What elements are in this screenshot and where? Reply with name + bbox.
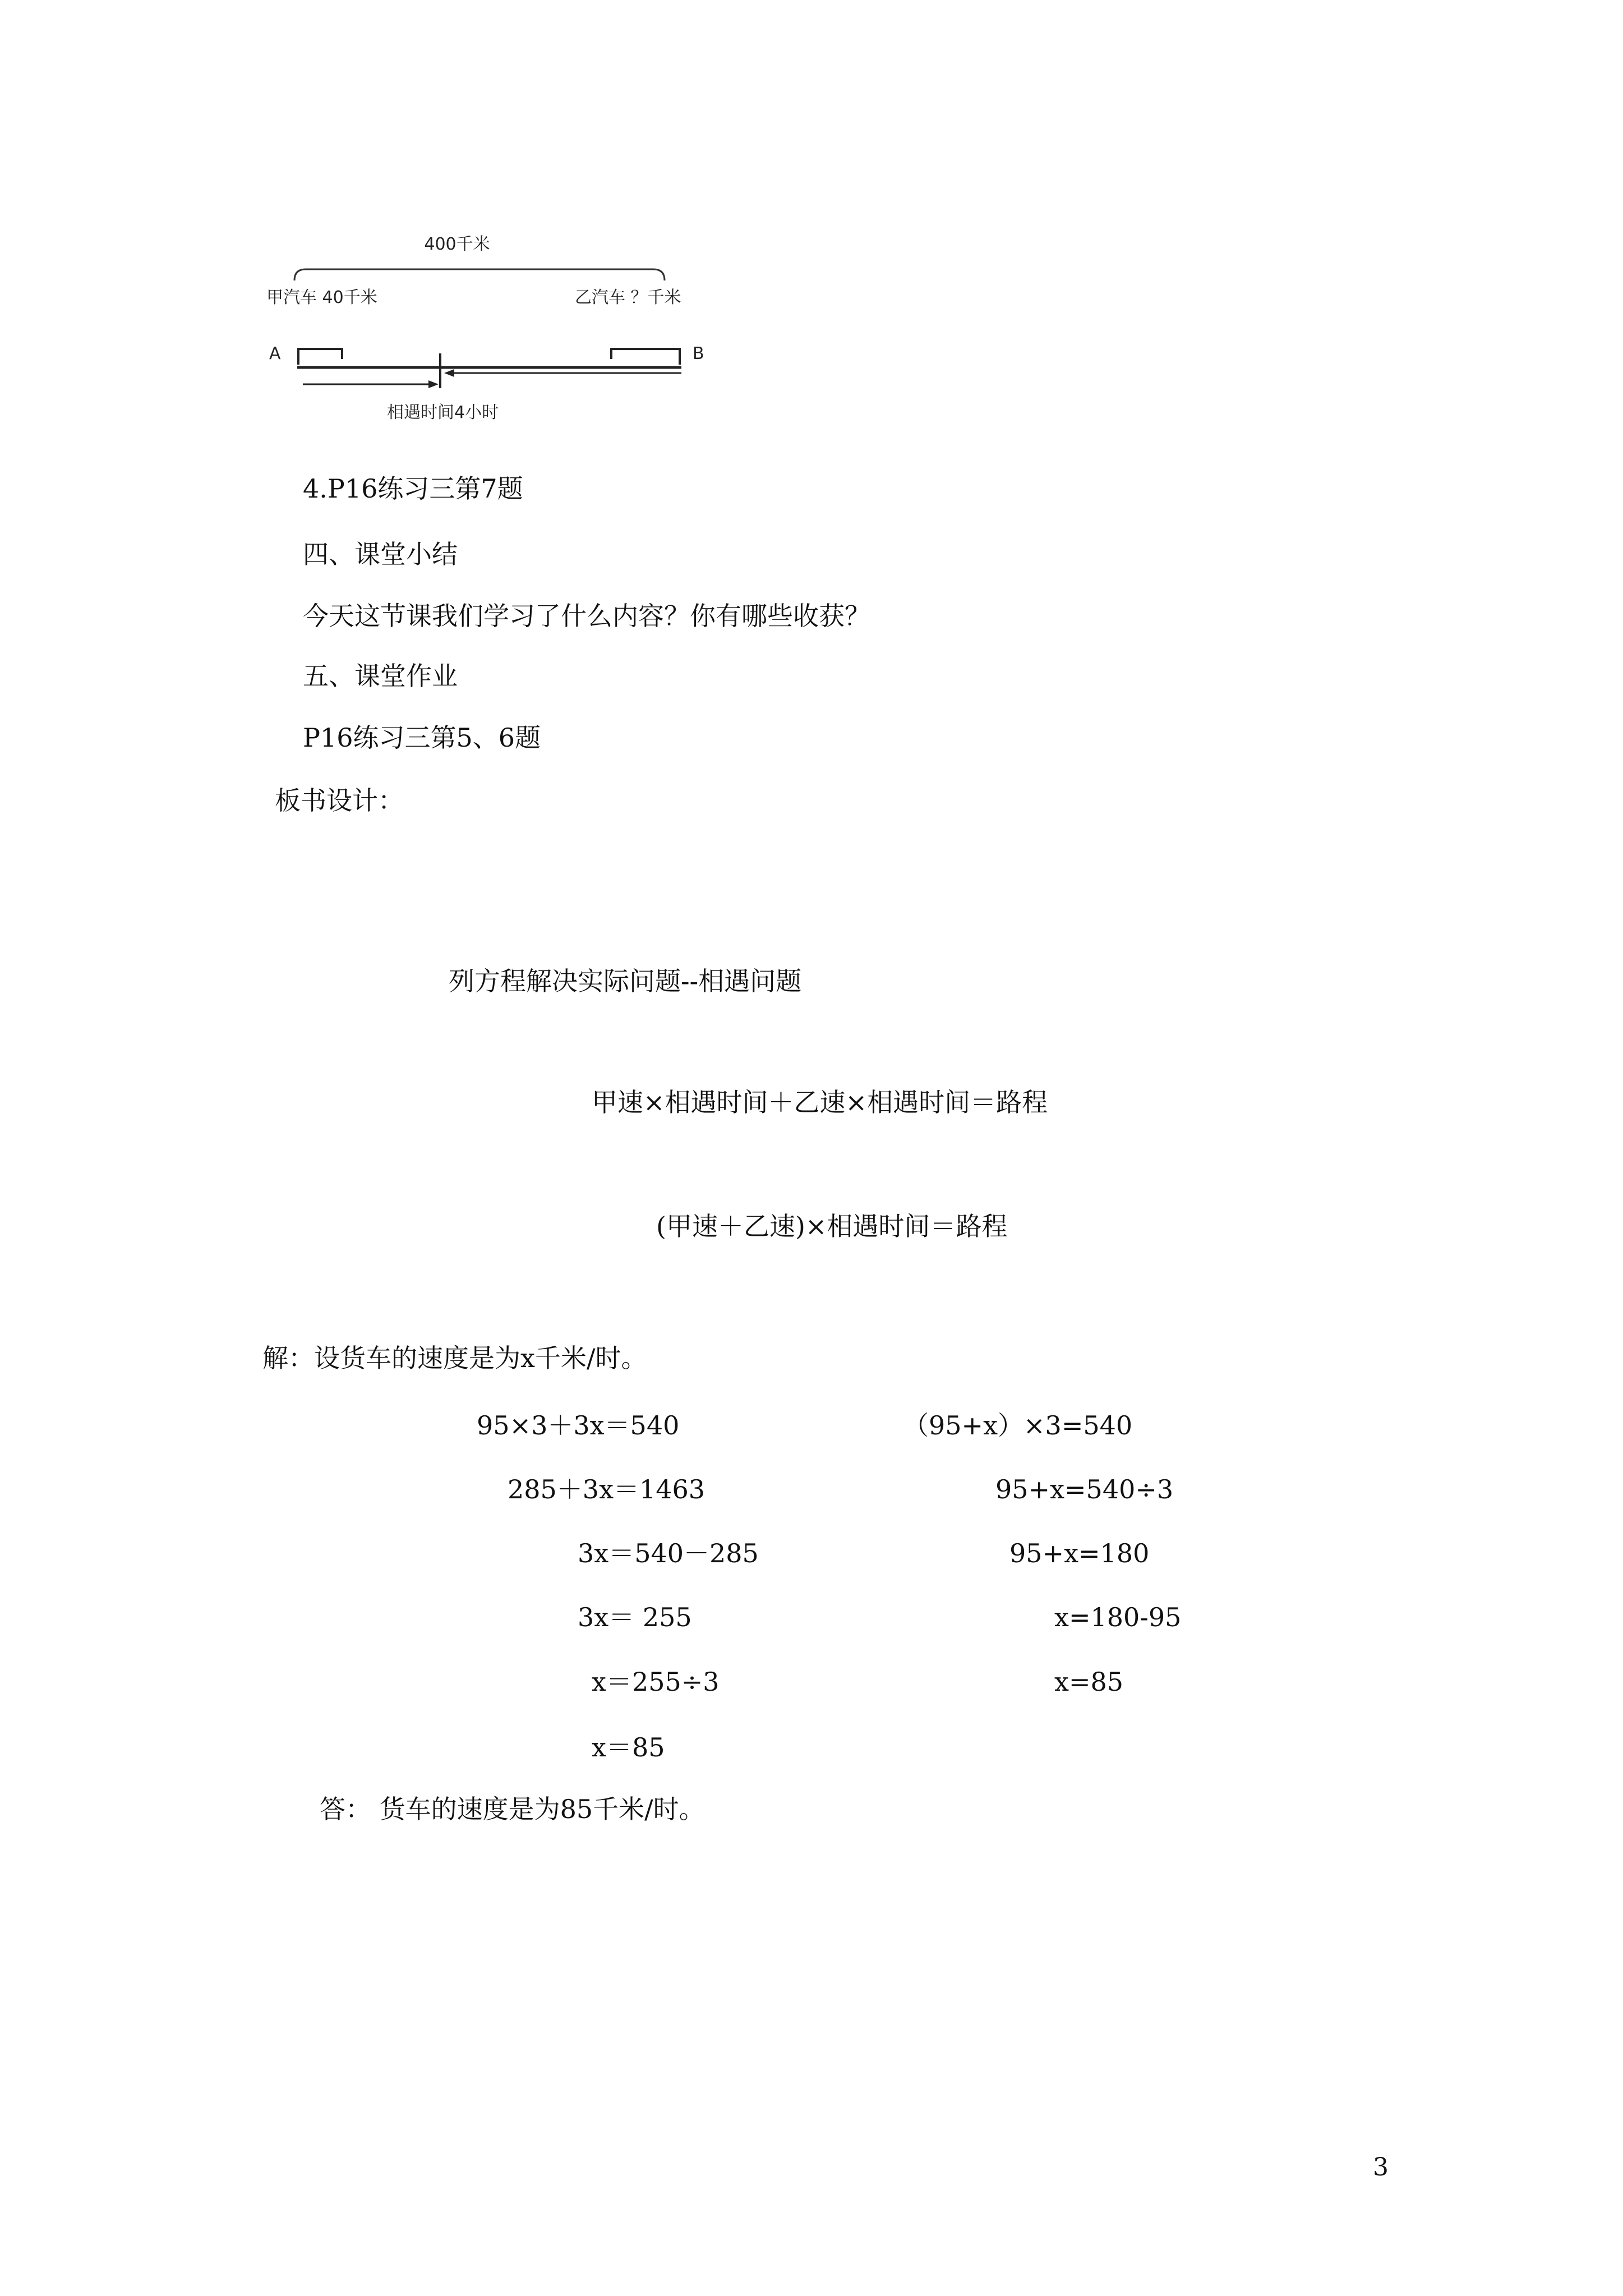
car-a-bracket [298,349,342,365]
page-number: 3 [1373,2153,1389,2182]
car-a-arrowhead [428,380,439,388]
point-b-label: B [693,344,704,364]
meeting-time-label: 相遇时间4小时 [387,403,499,422]
total-distance-brace [294,269,665,280]
board-design-label: 板书设计： [275,785,404,816]
left-equation-line: 3x＝540－285 [578,1538,759,1568]
solution-intro: 解：设货车的速度是为x千米/时。 [262,1343,647,1373]
right-equation-line: 95+x=180 [1009,1538,1150,1568]
board-formula-2: (甲速＋乙速)×相遇时间＝路程 [656,1211,1008,1241]
right-equation-line: （95+x）×3=540 [903,1410,1133,1441]
summary-heading: 四、课堂小结 [303,539,458,569]
total-distance-label: 400千米 [424,234,490,254]
point-a-label: A [269,344,281,364]
left-equation-line: x＝255÷3 [592,1667,720,1697]
homework-text: P16练习三第5、6题 [303,723,541,753]
left-equation-line: x＝85 [592,1732,665,1763]
board-title: 列方程解决实际问题--相遇问题 [449,966,802,996]
left-equation-line: 3x＝ 255 [578,1602,692,1632]
solution-answer: 答： 货车的速度是为85千米/时。 [320,1794,705,1824]
summary-text: 今天这节课我们学习了什么内容？你有哪些收获？ [303,601,870,631]
left-equation-line: 285＋3x＝1463 [508,1474,706,1504]
car-b-arrowhead [444,369,454,377]
car-b-label: 乙汽车 ？千米 [575,288,681,307]
car-a-label: 甲汽车 40千米 [266,288,377,307]
right-equation-line: 95+x=540÷3 [995,1474,1174,1504]
left-equation-line: 95×3＋3x＝540 [477,1410,680,1441]
board-formula-1: 甲速×相遇时间＋乙速×相遇时间＝路程 [592,1087,1048,1117]
right-equation-line: x=85 [1054,1667,1124,1697]
right-equation-line: x=180-95 [1054,1602,1182,1632]
meeting-problem-diagram [264,224,712,432]
car-b-bracket [611,349,680,365]
homework-heading: 五、课堂作业 [303,661,458,691]
exercise-item-4: 4.P16练习三第7题 [303,473,523,504]
